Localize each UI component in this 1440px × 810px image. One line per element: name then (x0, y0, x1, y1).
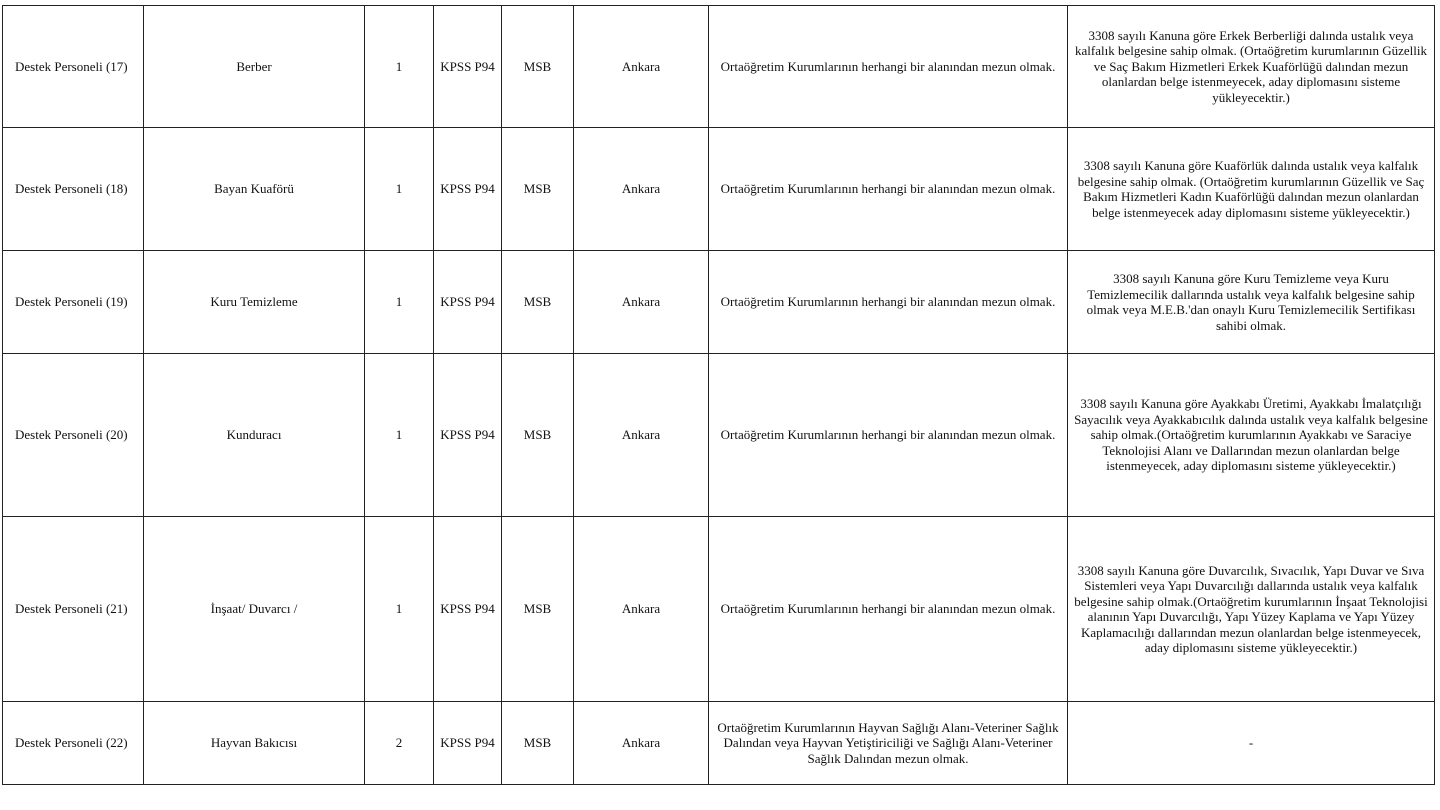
city-cell: Ankara (574, 6, 709, 128)
requirements-cell: - (1068, 702, 1435, 785)
city-cell: Ankara (574, 702, 709, 785)
institution-cell: MSB (502, 251, 574, 354)
requirements-cell: 3308 sayılı Kanuna göre Kuru Temizleme veya Kuru Temizlemecilik dallarında ustalık veya kalfalık belgesine sahip olmak veya M.E.B.'dan onaylı Kuru Temizlemecilik Sertifikası sahibi olmak. (1068, 251, 1435, 354)
exam-cell: KPSS P94 (434, 702, 502, 785)
table-row (3, 354, 1435, 517)
table-row (3, 517, 1435, 702)
exam-cell: KPSS P94 (434, 251, 502, 354)
count-cell: 1 (365, 354, 434, 517)
position-cell: Destek Personeli (17) (3, 6, 144, 128)
institution-cell: MSB (502, 128, 574, 251)
document-page (0, 5, 1440, 785)
position-cell: Destek Personeli (22) (3, 702, 144, 785)
exam-cell: KPSS P94 (434, 517, 502, 702)
title-cell: Berber (144, 6, 365, 128)
table-row (3, 128, 1435, 251)
exam-cell: KPSS P94 (434, 6, 502, 128)
city-cell: Ankara (574, 354, 709, 517)
count-cell: 1 (365, 128, 434, 251)
title-cell: Kunduracı (144, 354, 365, 517)
education-cell: Ortaöğretim Kurumlarının herhangi bir alanından mezun olmak. (709, 128, 1068, 251)
education-cell: Ortaöğretim Kurumlarının herhangi bir alanından mezun olmak. (709, 517, 1068, 702)
education-cell: Ortaöğretim Kurumlarının herhangi bir alanından mezun olmak. (709, 251, 1068, 354)
position-cell: Destek Personeli (20) (3, 354, 144, 517)
education-cell: Ortaöğretim Kurumlarının herhangi bir alanından mezun olmak. (709, 6, 1068, 128)
education-cell: Ortaöğretim Kurumlarının herhangi bir alanından mezun olmak. (709, 354, 1068, 517)
count-cell: 1 (365, 517, 434, 702)
institution-cell: MSB (502, 354, 574, 517)
title-cell: İnşaat/ Duvarcı / (144, 517, 365, 702)
exam-cell: KPSS P94 (434, 354, 502, 517)
table-row (3, 251, 1435, 354)
table-row (3, 702, 1435, 785)
title-cell: Hayvan Bakıcısı (144, 702, 365, 785)
position-cell: Destek Personeli (19) (3, 251, 144, 354)
institution-cell: MSB (502, 6, 574, 128)
positions-table (2, 5, 1435, 785)
institution-cell: MSB (502, 702, 574, 785)
count-cell: 2 (365, 702, 434, 785)
position-cell: Destek Personeli (21) (3, 517, 144, 702)
title-cell: Bayan Kuaförü (144, 128, 365, 251)
table-row (3, 6, 1435, 128)
education-cell: Ortaöğretim Kurumlarının Hayvan Sağlığı Alanı-Veteriner Sağlık Dalından veya Hayvan Yetiştiriciliği ve Sağlığı Alanı-Veteriner Sağlık Dalından mezun olmak. (709, 702, 1068, 785)
requirements-cell: 3308 sayılı Kanuna göre Kuaförlük dalında ustalık veya kalfalık belgesine sahip olmak. (Ortaöğretim kurumlarının Güzellik ve Saç Bakım Hizmetleri Kadın Kuaförlüğü dalından mezun olanlardan belge istenmeyecek aday diplomasını sisteme yükleyecektir.) (1068, 128, 1435, 251)
count-cell: 1 (365, 251, 434, 354)
institution-cell: MSB (502, 517, 574, 702)
city-cell: Ankara (574, 517, 709, 702)
count-cell: 1 (365, 6, 434, 128)
requirements-cell: 3308 sayılı Kanuna göre Duvarcılık, Sıvacılık, Yapı Duvar ve Sıva Sistemleri veya Yapı Duvarcılığı dallarında ustalık veya kalfalık belgesine sahip olmak.(Ortaöğretim kurumlarının İnşaat Teknolojisi alanının Yapı Duvarcılığı, Yapı Yüzey Kaplama ve Yapı Yüzey Kaplamacılığı dallarından mezun olanlardan belge istenmeyecek, aday diplomasını sisteme yükleyecektir.) (1068, 517, 1435, 702)
exam-cell: KPSS P94 (434, 128, 502, 251)
requirements-cell: 3308 sayılı Kanuna göre Erkek Berberliği dalında ustalık veya kalfalık belgesine sahip olmak. (Ortaöğretim kurumlarının Güzellik ve Saç Bakım Hizmetleri Erkek Kuaförlüğü dalından mezun olanlardan belge istenmeyecek, aday diplomasını sisteme yükleyecektir.) (1068, 6, 1435, 128)
title-cell: Kuru Temizleme (144, 251, 365, 354)
position-cell: Destek Personeli (18) (3, 128, 144, 251)
requirements-cell: 3308 sayılı Kanuna göre Ayakkabı Üretimi, Ayakkabı İmalatçılığı Sayacılık veya Ayakkabıcılık dalında ustalık veya kalfalık belgesine sahip olmak.(Ortaöğretim kurumlarının Ayakkabı ve Saraciye Teknolojisi Alanı ve Dallarından mezun olanlardan belge istenmeyecek, aday diplomasını sisteme yükleyecektir.) (1068, 354, 1435, 517)
city-cell: Ankara (574, 251, 709, 354)
city-cell: Ankara (574, 128, 709, 251)
